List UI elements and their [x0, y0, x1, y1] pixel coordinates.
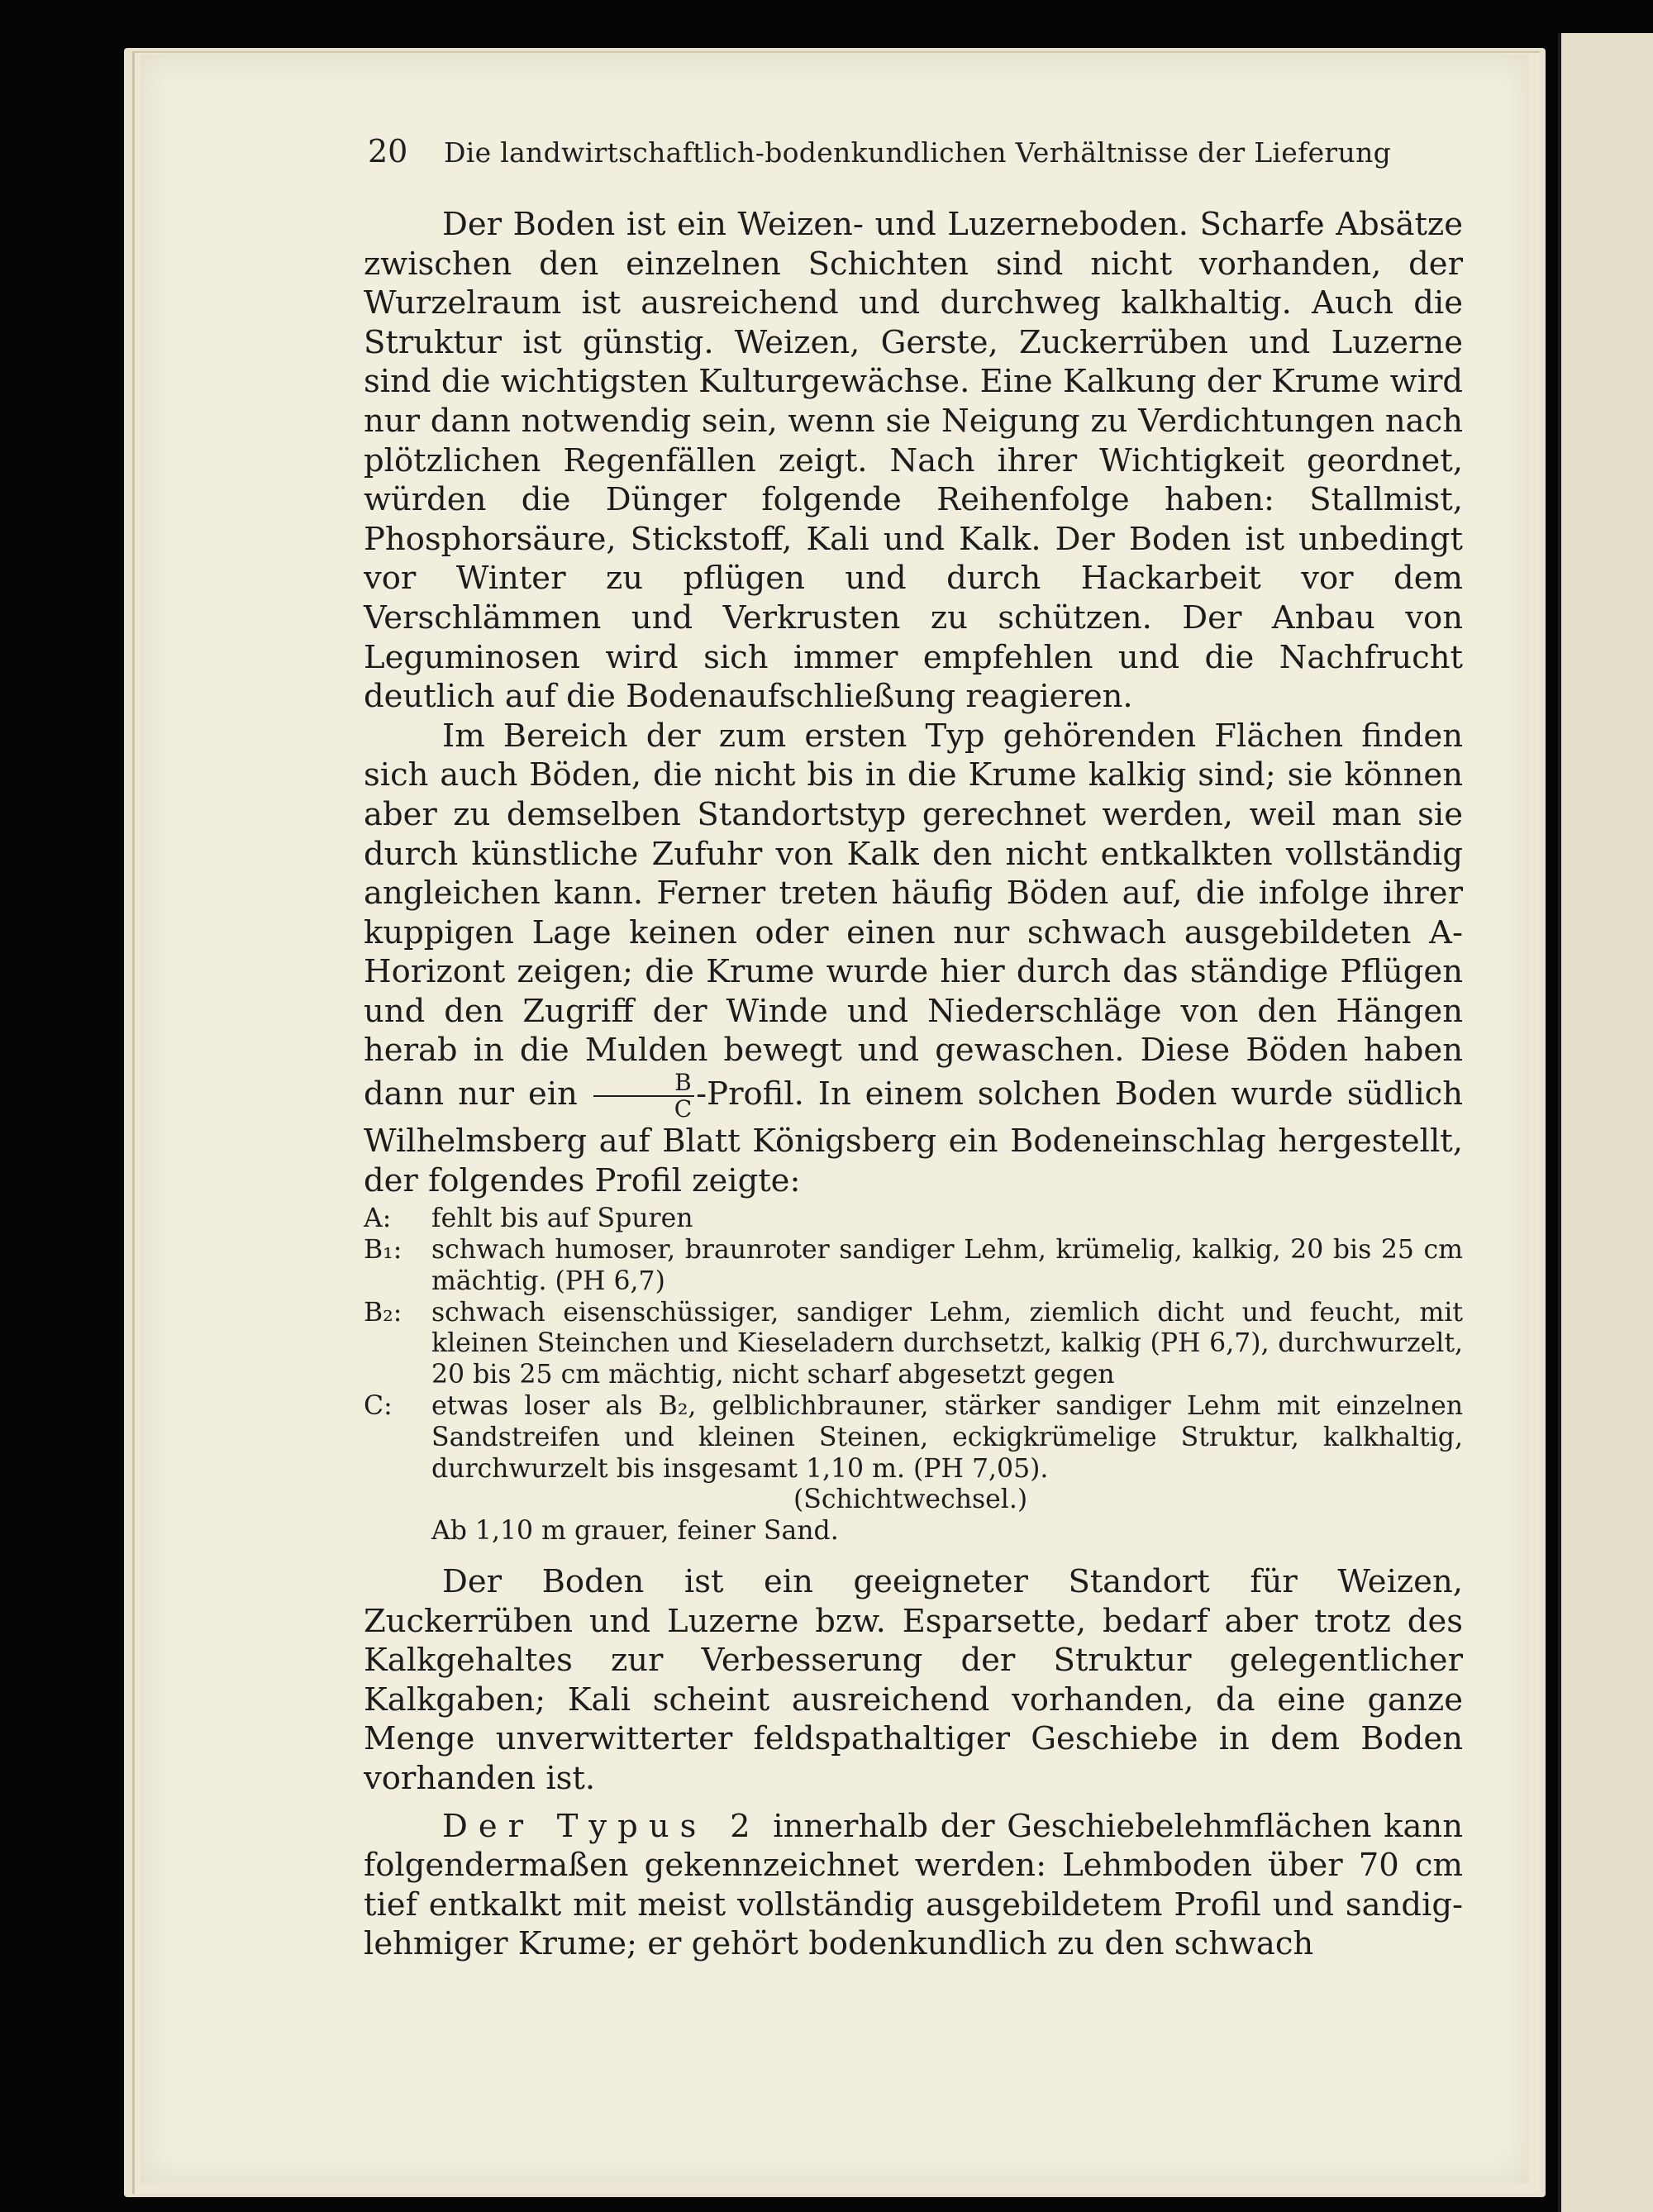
horizon-b1 — [364, 1235, 1463, 1298]
paragraph-2-text-continued: -Profil. In einem solchen Boden wurde südlich Wilhelmsberg auf Blatt Königsberg ein Bodeneinschlag hergestellt, der folgendes Profil zeigte: — [364, 1075, 1463, 1199]
subsoil-note: Ab 1,10 m grauer, feiner Sand. — [431, 1516, 839, 1547]
horizon-description: fehlt bis auf Spuren — [431, 1204, 693, 1234]
horizon-label: B₂: — [364, 1297, 403, 1328]
paragraph-4-text: innerhalb der Geschiebelehmflächen kann folgendermaßen gekennzeichnet werden: Lehmboden über 70 cm tief entkalkt mit meist vollständig ausgebildetem Profil und sandig-lehmiger Krume; er gehört bodenkundlich zu den schwach — [364, 1807, 1463, 1963]
fraction-denominator: C — [593, 1095, 694, 1122]
paragraph-3: Der Boden ist ein geeigneter Standort für Weizen, Zuckerrüben und Luzerne bzw. Esparsette, bedarf aber trotz des Kalkgehaltes zur Verbesserung der Struktur gelegentlicher Kalkgaben; Kali scheint ausreichend vorhanden, da eine ganze Menge unverwitterter feldspathaltiger Geschiebe in dem Boden vorhanden ist. — [364, 1563, 1463, 1797]
page-body — [364, 205, 1463, 1964]
running-title: Die landwirtschaftlich-bodenkundlichen Verhältnisse der Lieferung — [444, 136, 1392, 169]
running-header — [368, 128, 1392, 178]
horizon-a — [364, 1204, 1463, 1235]
fraction-numerator: B — [674, 1069, 692, 1097]
paragraph-2-text: Im Bereich der zum ersten Typ gehörenden Flächen finden sich auch Böden, die nicht bis in die Krume kalkig sind; sie können aber zu demselben Standortstyp gerechnet werden, weil man sie durch künstliche Zufuhr von Kalk den nicht entkalkten vollständig angleichen kann. Ferner treten häufig Böden auf, die infolge ihrer kuppigen Lage keinen oder einen nur schwach ausgebildeten A-Horizont zeigen; die Krume wurde hier durch das ständige Pflügen und den Zugriff der Winde und Niederschläge von den Hängen herab in die Mulden bewegt und gewaschen. Diese Böden haben dann nur ein — [364, 717, 1463, 1113]
bc-fraction — [593, 1070, 694, 1122]
paragraph-2 — [364, 717, 1463, 1201]
horizon-description: etwas loser als B₂, gelblichbrauner, stärker sandiger Lehm mit einzelnen Sandstreifen und kleinen Steinen, eckigkrümelige Struktur, kalkhaltig, durchwurzelt bis insgesamt 1,10 m. (PH 7,05). — [431, 1391, 1463, 1484]
type-2-heading: Der Typus 2 — [442, 1807, 761, 1845]
horizon-label: B₁: — [364, 1235, 403, 1266]
horizon-label: C: — [364, 1391, 393, 1422]
horizon-b2 — [364, 1298, 1463, 1391]
horizon-description: schwach humoser, braunroter sandiger Lehm, krümelig, kalkig, 20 bis 25 cm mächtig. (PH 6,7) — [431, 1235, 1463, 1296]
horizon-label: A: — [364, 1204, 392, 1234]
layer-change-note: (Schichtwechsel.) — [793, 1485, 1028, 1515]
horizon-c — [364, 1391, 1463, 1485]
horizon-description: schwach eisenschüssiger, sandiger Lehm, ziemlich dicht und feucht, mit kleinen Steinchen und Kieseladern durchsetzt, kalkig (PH 6,7), durchwurzelt, 20 bis 25 cm mächtig, nicht scharf abgesetzt gegen — [431, 1297, 1463, 1390]
paragraph-1: Der Boden ist ein Weizen- und Luzerneboden. Scharfe Absätze zwischen den einzelnen Schichten sind nicht vorhanden, der Wurzelraum ist ausreichend und durchweg kalkhaltig. Auch die Struktur ist günstig. Weizen, Gerste, Zuckerrüben und Luzerne sind die wichtigsten Kulturgewächse. Eine Kalkung der Krume wird nur dann notwendig sein, wenn sie Neigung zu Verdichtungen nach plötzlichen Regenfällen zeigt. Nach ihrer Wichtigkeit geordnet, würden die Dünger folgende Reihenfolge haben: Stallmist, Phosphorsäure, Stickstoff, Kali und Kalk. Der Boden ist unbedingt vor Winter zu pflügen und durch Hackarbeit vor dem Verschlämmen und Verkrusten zu schützen. Der Anbau von Leguminosen wird sich immer empfehlen und die Nachfrucht deutlich auf die Bodenaufschließung reagieren. — [364, 206, 1463, 716]
page-number: 20 — [368, 133, 408, 169]
soil-profile — [364, 1204, 1463, 1547]
paragraph-4 — [364, 1807, 1463, 1964]
facing-page-edge — [1558, 33, 1653, 2212]
